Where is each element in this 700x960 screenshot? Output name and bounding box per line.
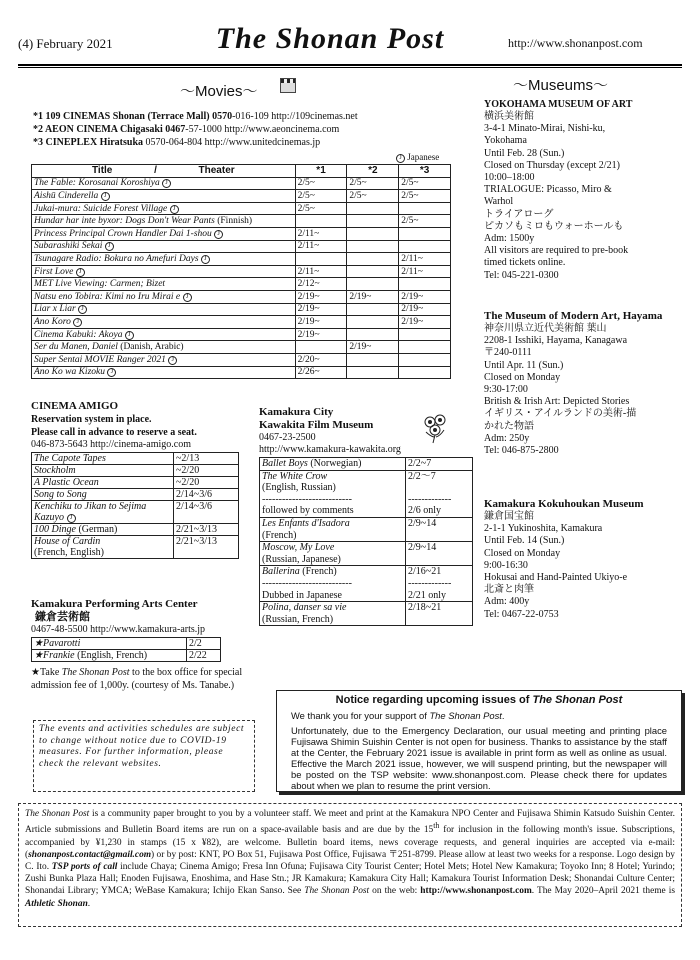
film-title: Polina, danser sa vie (262, 602, 347, 614)
film-note: (Norwegian) (307, 458, 362, 469)
cinema-1: *1 109 CINEMAS Shonan (Terrace Mall) 0570-016-109 http://109cinemas.net (33, 111, 358, 122)
movie-title-cell (32, 177, 296, 190)
upcoming-issues-notice (276, 690, 682, 792)
date-cell-c2 (347, 215, 399, 228)
date-cell-c3 (399, 328, 451, 341)
film-language: (French, English) (34, 547, 104, 558)
museum-info-line: All visitors are required to pre-book (484, 245, 629, 257)
date-cell-c2: 2/19~ (347, 290, 399, 303)
kawakita-title2: Kawakita Film Museum (259, 419, 374, 431)
movie-title: Aishū Cinderella (34, 190, 99, 201)
date-cell-c2 (347, 278, 399, 291)
film-line (262, 578, 403, 590)
date-cell-c1: 2/5~ (295, 177, 347, 190)
date-cell-c1: 2/19~ (295, 290, 347, 303)
table-header (32, 165, 451, 178)
film-title: Moscow, My Love (262, 542, 335, 554)
notice-paragraph-2: Unfortunately, due to the Emergency Declaration, our usual meeting and printing place Fujisawa Shimin Suishin Center is not open for business. Thanks to assistance by the staff at the Center, the February 2021 issue is available in print form as well as online as usual. Effective the March 2021 issue, however, we will suspend printing, but the newspaper will be posted on the TSP website: www.shonanpost.com. Please check there for updates about when we plan to resume the print version. (291, 725, 667, 791)
film-title-cell (32, 477, 174, 489)
museum-info-line: Tel: 045-221-0300 (484, 269, 559, 281)
japanese-mark-icon: J (168, 356, 177, 365)
date-line: 2/9~14 (408, 517, 437, 529)
japanese-mark-icon: J (78, 305, 87, 314)
kawakita-phone: 0467-23-2500 (259, 432, 316, 443)
date-cell (406, 566, 473, 602)
film-line (262, 471, 403, 483)
museum-info-line: Adm: 400y (484, 596, 530, 608)
date-cell (406, 542, 473, 566)
date-cell-c3: 2/19~ (399, 303, 451, 316)
date-cell-c2: 2/5~ (347, 177, 399, 190)
masthead-title: The Shonan Post (215, 22, 445, 55)
date-line: 2/2~7 (408, 458, 432, 469)
table-row (32, 477, 239, 489)
japanese-mark-icon: J (67, 514, 76, 523)
date-cell-c2 (347, 240, 399, 253)
date-cell: 2/2 (187, 638, 221, 650)
date-line (408, 482, 470, 494)
table-row (32, 650, 221, 662)
film-note: --------------------------- (262, 493, 352, 505)
movie-title: First Love (34, 266, 74, 277)
date-cell-c2 (347, 303, 399, 316)
museum-yokohama (484, 98, 680, 282)
date-cell-c3: 2/5~ (399, 177, 451, 190)
cinema-amigo-section (31, 400, 251, 559)
kawakita-url: http://www.kamakura-kawakita.org (259, 444, 401, 455)
arts-title-jp: 鎌倉芸術館 (35, 611, 90, 623)
amigo-title: CINEMA AMIGO (31, 400, 119, 412)
date-cell: 2/21~3/13 (174, 524, 239, 536)
movie-title-cell (32, 303, 296, 316)
movie-title: Hundar har inte byxor: Dogs Don't Wear Pants (34, 216, 215, 227)
footer-email: shonanpost.contact@gmail.com (28, 849, 152, 860)
film-title: House of Cardin (34, 536, 101, 547)
date-cell-c3: 2/5~ (399, 215, 451, 228)
museum-info-line: Until Feb. 28 (Sun.) (484, 147, 565, 159)
header-c2: *2 (347, 165, 399, 178)
table-row (32, 202, 451, 215)
movie-title-cell (32, 290, 296, 303)
movie-title-cell (32, 190, 296, 203)
table-row (32, 328, 451, 341)
date-cell-c3: 2/5~ (399, 190, 451, 203)
museum-info-line: トライアローグ (484, 208, 554, 220)
film-note: (French) (299, 566, 337, 578)
film-line (262, 602, 403, 614)
date-cell-c2: 2/19~ (347, 341, 399, 354)
date-line: 2/16~21 (408, 566, 442, 578)
film-title-cell (32, 524, 174, 536)
table-row (32, 353, 451, 366)
movie-schedule-table (31, 164, 451, 379)
film-title-cell (32, 501, 174, 524)
date-cell-c1 (295, 253, 347, 266)
date-cell-c3 (399, 353, 451, 366)
japanese-mark-icon: J (105, 242, 114, 251)
film-title: Ballerina (262, 566, 300, 578)
date-cell (406, 517, 473, 541)
date-line: 2/6 only (408, 505, 442, 517)
museum-info-line: Tel: 046-875-2800 (484, 445, 559, 457)
film-title-cell (260, 602, 406, 626)
date-cell: ~2/20 (174, 477, 239, 489)
movie-title: Subarashiki Sekai (34, 241, 103, 252)
film-line (262, 542, 403, 554)
movie-title: Jukai-mura: Suicide Forest Village (34, 203, 168, 214)
table-row (32, 341, 451, 354)
table-row (32, 465, 239, 477)
film-line (262, 482, 403, 494)
film-note: (English, Russian) (262, 482, 336, 494)
footer-web-link: http://www.shonanpost.com (420, 886, 532, 897)
date-cell-c1: 2/20~ (295, 353, 347, 366)
film-line (262, 458, 403, 470)
museum-name: YOKOHAMA MUSEUM OF ART (484, 99, 633, 110)
arts-contact: 0467-48-5500 http://www.kamakura-arts.jp (31, 624, 206, 635)
date-cell-c1: 2/5~ (295, 202, 347, 215)
museum-info-line: Adm: 250y (484, 432, 530, 444)
museum-info-line: 神奈川県立近代美術館 葉山 (484, 323, 607, 334)
date-cell (406, 458, 473, 471)
movie-title-cell (32, 227, 296, 240)
date-cell (406, 602, 473, 626)
film-line (262, 566, 403, 578)
table-row (32, 265, 451, 278)
movie-language: (Danish, Arabic) (120, 342, 184, 353)
table-row (32, 536, 239, 559)
movie-title: Tsunagare Radio: Bokura no Amefuri Days (34, 253, 199, 264)
japanese-mark-icon: J (125, 331, 134, 340)
date-cell-c2 (347, 227, 399, 240)
film-title-cell (260, 517, 406, 541)
museum-info-line: 2208-1 Isshiki, Hayama, Kanagawa (484, 335, 628, 347)
japanese-mark-icon: J (214, 230, 223, 239)
film-note: (Russian, French) (262, 613, 334, 625)
header-title-theater: Title / Theater (32, 165, 296, 178)
date-line: ------------- (408, 493, 452, 505)
museum-info-line: ピカソもミロもウォーホールも (484, 220, 624, 232)
japanese-mark-icon: J (73, 318, 82, 327)
movie-title-cell (32, 265, 296, 278)
museum-info-line: 9:00-16:30 (484, 559, 528, 571)
museum-info-line: 2-1-1 Yukinoshita, Kamakura (484, 523, 603, 535)
event-title: ★Frankie (34, 650, 75, 661)
film-note: Dubbed in Japanese (262, 589, 342, 601)
table-row (260, 602, 473, 626)
date-cell-c3 (399, 240, 451, 253)
date-cell-c1: 2/11~ (295, 265, 347, 278)
date-line: 2/18~21 (408, 602, 442, 614)
film-title: The White Crow (262, 470, 328, 482)
movie-title-cell (32, 353, 296, 366)
movie-title: Super Sentai MOVIE Ranger 2021 (34, 354, 166, 365)
date-line: ------------- (408, 577, 452, 589)
date-cell-c3: 2/11~ (399, 265, 451, 278)
kamakura-arts-section (31, 598, 251, 662)
table-row (32, 316, 451, 329)
movie-title: The Fable: Korosanai Koroshiya (34, 178, 160, 189)
table-row (32, 638, 221, 650)
date-cell-c1: 2/26~ (295, 366, 347, 379)
movie-title-cell (32, 278, 296, 291)
museum-info-line: timed tickets online. (484, 257, 566, 269)
film-line (262, 530, 403, 542)
film-title-cell (32, 536, 174, 559)
film-line (262, 554, 403, 566)
museum-info-line: 〒240-0111 (484, 347, 532, 359)
film-language: (German) (75, 524, 118, 535)
date-cell-c2 (347, 253, 399, 266)
issue-date: (4) February 2021 (18, 36, 113, 51)
table-row (32, 278, 451, 291)
museum-info-line: Adm: 1500y (484, 233, 535, 245)
film-note: (French) (262, 529, 297, 541)
kawakita-table (259, 457, 473, 626)
arts-table (31, 637, 221, 662)
movie-title-cell (32, 215, 296, 228)
museum-info-line: Until Feb. 14 (Sun.) (484, 535, 565, 547)
film-title-cell (260, 470, 406, 517)
date-cell-c1: 2/19~ (295, 303, 347, 316)
date-cell-c1: 2/19~ (295, 328, 347, 341)
date-cell-c1: 2/5~ (295, 190, 347, 203)
amigo-contact: 046-873-5643 http://cinema-amigo.com (31, 439, 191, 450)
date-cell: ~2/13 (174, 453, 239, 465)
film-title-cell (32, 465, 174, 477)
amigo-line1: Reservation system in place. (31, 414, 152, 425)
museum-name: Kamakura Kokuhoukan Museum (484, 498, 644, 510)
film-title: Kenchiku to Jikan to Sejima Kazuyo (34, 501, 147, 523)
date-cell-c1: 2/11~ (295, 227, 347, 240)
table-row (32, 303, 451, 316)
japanese-mark-icon: J (183, 293, 192, 302)
movie-title-cell (32, 240, 296, 253)
movie-title: Ano Ko wa Kizoku (34, 367, 105, 378)
movie-title: Ano Koro (34, 316, 71, 327)
movies-heading: ～Movies～ (180, 83, 258, 100)
date-cell-c3: 2/19~ (399, 316, 451, 329)
header-c1: *1 (295, 165, 347, 178)
museum-name: The Museum of Modern Art, Hayama (484, 310, 663, 322)
museum-info-line: TRIALOGUE: Picasso, Miro & (484, 184, 612, 196)
date-cell-c2: 2/5~ (347, 190, 399, 203)
date-cell-c2 (347, 366, 399, 379)
museum-info-line: Closed on Monday (484, 371, 561, 383)
movie-title: Natsu eno Tobira: Kimi no Iru Mirai e (34, 291, 181, 302)
date-cell-c1 (295, 341, 347, 354)
film-title: A Plastic Ocean (34, 477, 99, 488)
film-line (262, 505, 403, 517)
movie-title: Liar x Liar (34, 304, 76, 315)
date-cell: ~2/20 (174, 465, 239, 477)
event-language: (English, French) (74, 650, 148, 661)
movie-language: (Finnish) (217, 216, 253, 227)
museum-info-line: 北斎と肉筆 (484, 584, 534, 596)
date-cell-c3 (399, 341, 451, 354)
date-cell-c3: 2/19~ (399, 290, 451, 303)
museum-info-line: イギリス・アイルランドの美術-描 (484, 408, 637, 420)
masthead-url[interactable]: http://www.shonanpost.com (508, 36, 643, 50)
museum-info-line: 10:00–18:00 (484, 172, 535, 184)
film-note: (Russian, Japanese) (262, 553, 341, 565)
notice-paragraph-1: We thank you for your support of The Shonan Post. (291, 710, 505, 721)
film-title-cell (32, 453, 174, 465)
date-cell-c1: 2/19~ (295, 316, 347, 329)
date-cell (406, 470, 473, 517)
event-title-cell (32, 638, 187, 650)
table-row (260, 542, 473, 566)
date-line: 2/21 only (408, 589, 447, 601)
movie-title: Ser du Manen, Daniel (34, 342, 118, 353)
movie-title-cell (32, 316, 296, 329)
museums-heading: ～Museums～ (513, 77, 609, 94)
date-cell-c2 (347, 353, 399, 366)
table-row (260, 470, 473, 517)
clapperboard-icon (280, 78, 296, 93)
museum-info-line: Tel: 0467-22-0753 (484, 608, 559, 620)
flower-illustration-icon (418, 410, 452, 444)
date-cell: 2/21~3/13 (174, 536, 239, 559)
table-row (32, 453, 239, 465)
museum-info-line: Warhol (484, 196, 514, 208)
date-cell-c1: 2/11~ (295, 240, 347, 253)
japanese-mark-icon: J (101, 192, 110, 201)
japanese-mark-icon: J (162, 179, 171, 188)
film-title: The Capote Tapes (34, 453, 106, 464)
table-row (32, 240, 451, 253)
table-row (260, 458, 473, 471)
table-row (32, 366, 451, 379)
event-title: ★Pavarotti (34, 638, 81, 649)
movie-title-cell (32, 341, 296, 354)
amigo-table (31, 452, 239, 559)
events-change-notice: The events and activities schedules are subject to change without notice due to COVID-19 measures. For further information, please check the relevant websites. (33, 720, 255, 792)
cinema-3: *3 CINEPLEX Hiratsuka 0570-064-804 http://www.unitedcinemas.jp (33, 137, 321, 148)
table-row (32, 177, 451, 190)
museum-info-line: 鎌倉国宝館 (484, 511, 534, 522)
date-cell-c1 (295, 215, 347, 228)
film-note: --------------------------- (262, 577, 352, 589)
movie-title: MET Live Viewing: Carmen; Bizet (34, 279, 166, 290)
date-cell-c2 (347, 328, 399, 341)
table-row (32, 524, 239, 536)
cinema-2: *2 AEON CINEMA Chigasaki 0467-57-1000 http://www.aeoncinema.com (33, 124, 340, 135)
date-cell: 2/14~3/6 (174, 489, 239, 501)
date-cell-c3 (399, 202, 451, 215)
film-title-cell (260, 542, 406, 566)
film-title: 100 Dinge (34, 524, 76, 535)
date-cell-c1: 2/12~ (295, 278, 347, 291)
museum-info-line: Closed on Monday (484, 547, 561, 559)
notice-title: Notice regarding upcoming issues of The Shonan Post (335, 694, 623, 706)
japanese-mark-icon: J (170, 205, 179, 214)
event-title-cell (32, 650, 187, 662)
museum-kokuhoukan (484, 498, 680, 621)
date-cell-c3 (399, 278, 451, 291)
arts-discount-note: ★Take The Shonan Post to the box office for special admission fee of 1,000y. (courtesy of Ms. Tanabe.) (31, 667, 243, 691)
film-title-cell (260, 566, 406, 602)
table-row (32, 190, 451, 203)
japanese-legend: J Japanese (396, 152, 439, 163)
japanese-mark-icon: J (76, 268, 85, 277)
movie-title-cell (32, 202, 296, 215)
date-line: 2/2～7 (408, 470, 436, 482)
film-title-cell (32, 489, 174, 501)
header-c3: *3 (399, 165, 451, 178)
date-cell-c3: 2/11~ (399, 253, 451, 266)
date-cell-c2 (347, 202, 399, 215)
film-note: followed by comments (262, 505, 354, 517)
date-cell-c3 (399, 366, 451, 379)
museum-info-line: Hokusai and Hand-Painted Ukiyo-e (484, 572, 628, 584)
masthead-rule (18, 64, 682, 68)
japanese-mark-icon: J (201, 255, 210, 264)
film-line (262, 614, 403, 626)
film-line (262, 494, 403, 506)
table-row (32, 501, 239, 524)
museum-info-line: 横浜美術館 (484, 111, 534, 122)
table-row (260, 517, 473, 541)
date-cell-c3 (399, 227, 451, 240)
film-title: Song to Song (34, 489, 87, 500)
table-row (32, 253, 451, 266)
kawakita-title1: Kamakura City (259, 406, 334, 418)
film-line (262, 590, 403, 602)
film-title: Ballet Boys (262, 458, 308, 469)
film-title: Stockholm (34, 465, 76, 476)
film-line (262, 518, 403, 530)
date-line: 2/9~14 (408, 542, 437, 554)
movie-title-cell (32, 366, 296, 379)
movie-title: Cinema Kabuki: Akoya (34, 329, 123, 340)
movie-title: Princess Principal Crown Handler Dai 1-shou (34, 228, 212, 239)
japanese-mark-icon: J (107, 368, 116, 377)
museum-info-line: Closed on Thursday (except 2/21) (484, 159, 620, 171)
museum-info-line: 9:30-17:00 (484, 384, 528, 396)
museum-info-line: British & Irish Art: Depicted Stories (484, 396, 630, 408)
museum-info-line: Yokohama (484, 135, 527, 147)
date-cell-c2 (347, 265, 399, 278)
table-row (32, 215, 451, 228)
museum-info-line: Until Apr. 11 (Sun.) (484, 359, 564, 371)
table-row (32, 489, 239, 501)
japanese-mark-icon: J (396, 154, 405, 163)
film-title-cell (260, 458, 406, 471)
table-row (260, 566, 473, 602)
movie-title-cell (32, 253, 296, 266)
museum-info-line: かれた物語 (484, 420, 534, 432)
museum-hayama (484, 310, 680, 457)
amigo-line2: Please call in advance to reserve a seat. (31, 427, 197, 438)
date-cell: 2/14~3/6 (174, 501, 239, 524)
table-row (32, 227, 451, 240)
movie-title-cell (32, 328, 296, 341)
date-cell-c2 (347, 316, 399, 329)
date-cell: 2/22 (187, 650, 221, 662)
table-row (32, 290, 451, 303)
film-title: Les Enfants d'Isadora (262, 517, 350, 529)
footer-colophon: The Shonan Post is a community paper brought to you by a volunteer staff. We meet and print at the Kamakura NPO Center and Fujisawa Shimin Katsudo Suishin Center. Article submissions and Bulletin Board items are run on a space-available basis and are due by the 15th for inclusion in the following month's issue. Subscriptions, accompanied by ¥1,230 in stamps (15 x ¥82), are welcome. Bulletin board items, news coverage requests, and general inquiries are accepted via e-mail: (shonanpost.contact@gmail.com) or by post: KNT, PO Box 51, Fujisawa Post Office, Fujisawa 〒251-8799. Please allow at least two weeks for a response. Logo design by C. Ito. TSP ports of call include Chaya; Cinema Amigo; Fresa Inn Ofuna; Fujisawa City Tourist Center; Hotel Mets; Hotel New Kamakura; Toyoko Inn; 8 Hotel; Yurindo; Zushi Bunka Plaza Hall; Enoden Fujisawa, Enoshima, and Hase Stn.; JR Kamakura; Kamakura City Hall; Kamakura Tourist Information Desk; Shonandai Culture Center; Shonandai Library; YMCA; WeBase Kamakura; Ichijo Ekan Sanso. See The Shonan Post on the web: http://www.shonanpost.com. The May 2020–April 2021 theme is Athletic Shonan. (18, 803, 682, 927)
arts-title: Kamakura Performing Arts Center (31, 598, 198, 610)
museum-info-line: 3-4-1 Minato-Mirai, Nishi-ku, (484, 123, 606, 135)
